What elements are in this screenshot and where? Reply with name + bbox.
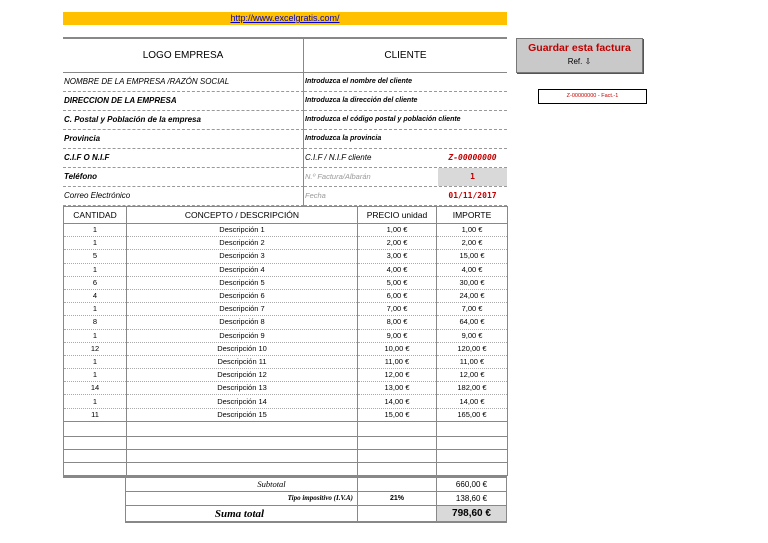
amount-cell[interactable]: 9,00 € [437,329,508,342]
invoice-number-cell[interactable] [304,168,507,187]
quantity-cell[interactable]: 1 [64,395,127,408]
invoice-number-label: N.º Factura/Albarán [305,172,371,181]
empty-cell[interactable] [437,436,508,449]
save-invoice-ref-label: Ref. ⇩ [567,57,592,66]
amount-cell[interactable]: 15,00 € [437,250,508,263]
tax-label: Tipo impositivo (I.V.A) [125,492,357,506]
tax-rate[interactable]: 21% [357,492,436,506]
unit-price-cell[interactable]: 4,00 € [358,263,437,276]
amount-cell[interactable]: 30,00 € [437,276,508,289]
company-province-cell[interactable]: Provincia [63,130,304,149]
table-row [64,369,508,382]
description-cell[interactable]: Descripción 10 [127,342,358,355]
info-row-address [63,92,507,111]
description-cell[interactable]: Descripción 6 [127,289,358,302]
empty-cell[interactable] [358,462,437,475]
subtotal-row [63,478,507,492]
unit-price-cell[interactable]: 11,00 € [358,355,437,368]
quantity-cell[interactable]: 1 [64,329,127,342]
items-header-row [64,207,508,224]
invoice-date-cell[interactable] [304,187,507,206]
description-cell[interactable]: Descripción 13 [127,382,358,395]
unit-price-cell[interactable]: 12,00 € [358,369,437,382]
description-cell[interactable]: Descripción 7 [127,303,358,316]
subtotal-label: Subtotal [125,478,357,492]
client-cif-cell[interactable] [304,149,507,168]
unit-price-cell[interactable]: 10,00 € [358,342,437,355]
unit-price-cell[interactable]: 8,00 € [358,316,437,329]
header-quantity: CANTIDAD [64,207,127,224]
empty-cell[interactable] [64,436,127,449]
table-row [64,342,508,355]
quantity-cell[interactable]: 11 [64,408,127,421]
empty-cell[interactable] [127,421,358,436]
website-banner [63,12,507,25]
quantity-cell[interactable]: 1 [64,237,127,250]
items-body [64,224,508,476]
quantity-cell[interactable]: 1 [64,369,127,382]
empty-cell[interactable] [437,449,508,462]
amount-cell[interactable]: 4,00 € [437,263,508,276]
invoice-reference-box: Z-00000000 - Fact.-1 [538,89,647,104]
tax-value: 138,60 € [436,492,507,506]
quantity-cell[interactable]: 4 [64,289,127,302]
info-row-name [63,73,507,92]
empty-row [64,462,508,475]
amount-cell[interactable]: 24,00 € [437,289,508,302]
client-address: Introduzca la dirección del cliente [305,97,418,104]
client-name-cell[interactable] [304,73,507,92]
info-row-postal [63,111,507,130]
info-row-phone [63,168,507,187]
header-description: CONCEPTO / DESCRIPCIÓN [127,207,358,224]
amount-cell[interactable]: 12,00 € [437,369,508,382]
table-row [64,303,508,316]
subtotal-value: 660,00 € [436,478,507,492]
amount-cell[interactable]: 182,00 € [437,382,508,395]
header-unit-price: PRECIO unidad [358,207,437,224]
table-row [64,263,508,276]
client-name: Introduzca el nombre del cliente [305,78,412,85]
company-cif-cell[interactable]: C.I.F O N.I.F [63,149,304,168]
amount-cell[interactable]: 64,00 € [437,316,508,329]
unit-price-cell[interactable]: 2,00 € [358,237,437,250]
table-row [64,316,508,329]
description-cell[interactable]: Descripción 12 [127,369,358,382]
table-row [64,250,508,263]
empty-row [64,436,508,449]
unit-price-cell[interactable]: 1,00 € [358,224,437,237]
client-address-cell[interactable] [304,92,507,111]
table-row [64,329,508,342]
save-invoice-label: Guardar esta factura [528,42,631,54]
amount-cell[interactable]: 165,00 € [437,408,508,421]
quantity-cell[interactable]: 1 [64,303,127,316]
invoice-sheet [63,37,507,523]
unit-price-cell[interactable]: 3,00 € [358,250,437,263]
quantity-cell[interactable]: 12 [64,342,127,355]
quantity-cell[interactable]: 1 [64,355,127,368]
empty-row [64,421,508,436]
table-row [64,408,508,421]
company-postal-cell[interactable]: C. Postal y Población de la empresa [63,111,304,130]
description-cell[interactable]: Descripción 11 [127,355,358,368]
description-cell[interactable]: Descripción 5 [127,276,358,289]
description-cell[interactable]: Descripción 1 [127,224,358,237]
unit-price-cell[interactable]: 7,00 € [358,303,437,316]
invoice-number-value[interactable]: 1 [438,168,507,186]
save-invoice-button[interactable] [516,38,643,73]
empty-cell[interactable] [64,449,127,462]
client-cif-label: C.I.F / N.I.F cliente [305,153,372,162]
description-cell[interactable]: Descripción 2 [127,237,358,250]
info-row-province [63,130,507,149]
empty-cell[interactable] [437,462,508,475]
grand-total-label: Suma total [125,506,357,523]
grand-total-spacer [357,506,436,523]
table-row [64,276,508,289]
company-email-cell[interactable]: Correo Electrónico [63,187,304,206]
empty-row [64,449,508,462]
description-cell[interactable]: Descripción 4 [127,263,358,276]
empty-cell[interactable] [358,421,437,436]
unit-price-cell[interactable]: 15,00 € [358,408,437,421]
unit-price-cell[interactable]: 5,00 € [358,276,437,289]
invoice-header [63,37,507,73]
table-row [64,395,508,408]
info-row-email [63,187,507,206]
tax-row [63,492,507,506]
company-name-cell[interactable]: NOMBRE DE LA EMPRESA /RAZÓN SOCIAL [63,73,304,92]
client-province: Introduzca la provincia [305,135,382,142]
invoice-date-label: Fecha [305,191,326,200]
description-cell[interactable]: Descripción 15 [127,408,358,421]
unit-price-cell[interactable]: 6,00 € [358,289,437,302]
quantity-cell[interactable]: 14 [64,382,127,395]
empty-cell[interactable] [64,421,127,436]
totals-section [63,476,507,523]
empty-cell[interactable] [437,421,508,436]
quantity-cell[interactable]: 8 [64,316,127,329]
quantity-cell[interactable]: 6 [64,276,127,289]
amount-cell[interactable]: 7,00 € [437,303,508,316]
client-heading: CLIENTE [384,50,427,61]
header-amount: IMPORTE [437,207,508,224]
description-cell[interactable]: Descripción 3 [127,250,358,263]
client-postal: Introduzca el código postal y población cliente [305,116,461,123]
client-cif-value[interactable]: Z-00000000 [448,153,497,162]
unit-price-cell[interactable]: 13,00 € [358,382,437,395]
description-cell[interactable]: Descripción 8 [127,316,358,329]
description-cell[interactable]: Descripción 14 [127,395,358,408]
website-link[interactable]: http://www.excelgratis.com/ [230,13,340,23]
invoice-date-value[interactable]: 01/11/2017 [448,191,497,200]
table-row [64,289,508,302]
subtotal-spacer [357,478,436,492]
quantity-cell[interactable]: 5 [64,250,127,263]
company-address-cell[interactable]: DIRECCION DE LA EMPRESA [63,92,304,111]
grand-total-row [63,506,507,523]
company-logo-placeholder: LOGO EMPRESA [63,39,304,72]
quantity-cell[interactable]: 1 [64,224,127,237]
amount-cell[interactable]: 120,00 € [437,342,508,355]
empty-cell[interactable] [127,449,358,462]
table-row [64,382,508,395]
client-province-cell[interactable] [304,130,507,149]
empty-cell[interactable] [358,436,437,449]
unit-price-cell[interactable]: 9,00 € [358,329,437,342]
amount-cell[interactable]: 1,00 € [437,224,508,237]
table-row [64,224,508,237]
description-cell[interactable]: Descripción 9 [127,329,358,342]
amount-cell[interactable]: 2,00 € [437,237,508,250]
quantity-cell[interactable]: 1 [64,263,127,276]
empty-cell[interactable] [358,449,437,462]
client-postal-cell[interactable] [304,111,507,130]
amount-cell[interactable]: 11,00 € [437,355,508,368]
items-table [63,206,508,476]
unit-price-cell[interactable]: 14,00 € [358,395,437,408]
info-row-cif [63,149,507,168]
table-row [64,237,508,250]
table-row [64,355,508,368]
grand-total-value: 798,60 € [436,506,507,523]
empty-cell[interactable] [127,462,358,475]
amount-cell[interactable]: 14,00 € [437,395,508,408]
empty-cell[interactable] [64,462,127,475]
company-phone-cell[interactable]: Teléfono [63,168,304,187]
empty-cell[interactable] [127,436,358,449]
